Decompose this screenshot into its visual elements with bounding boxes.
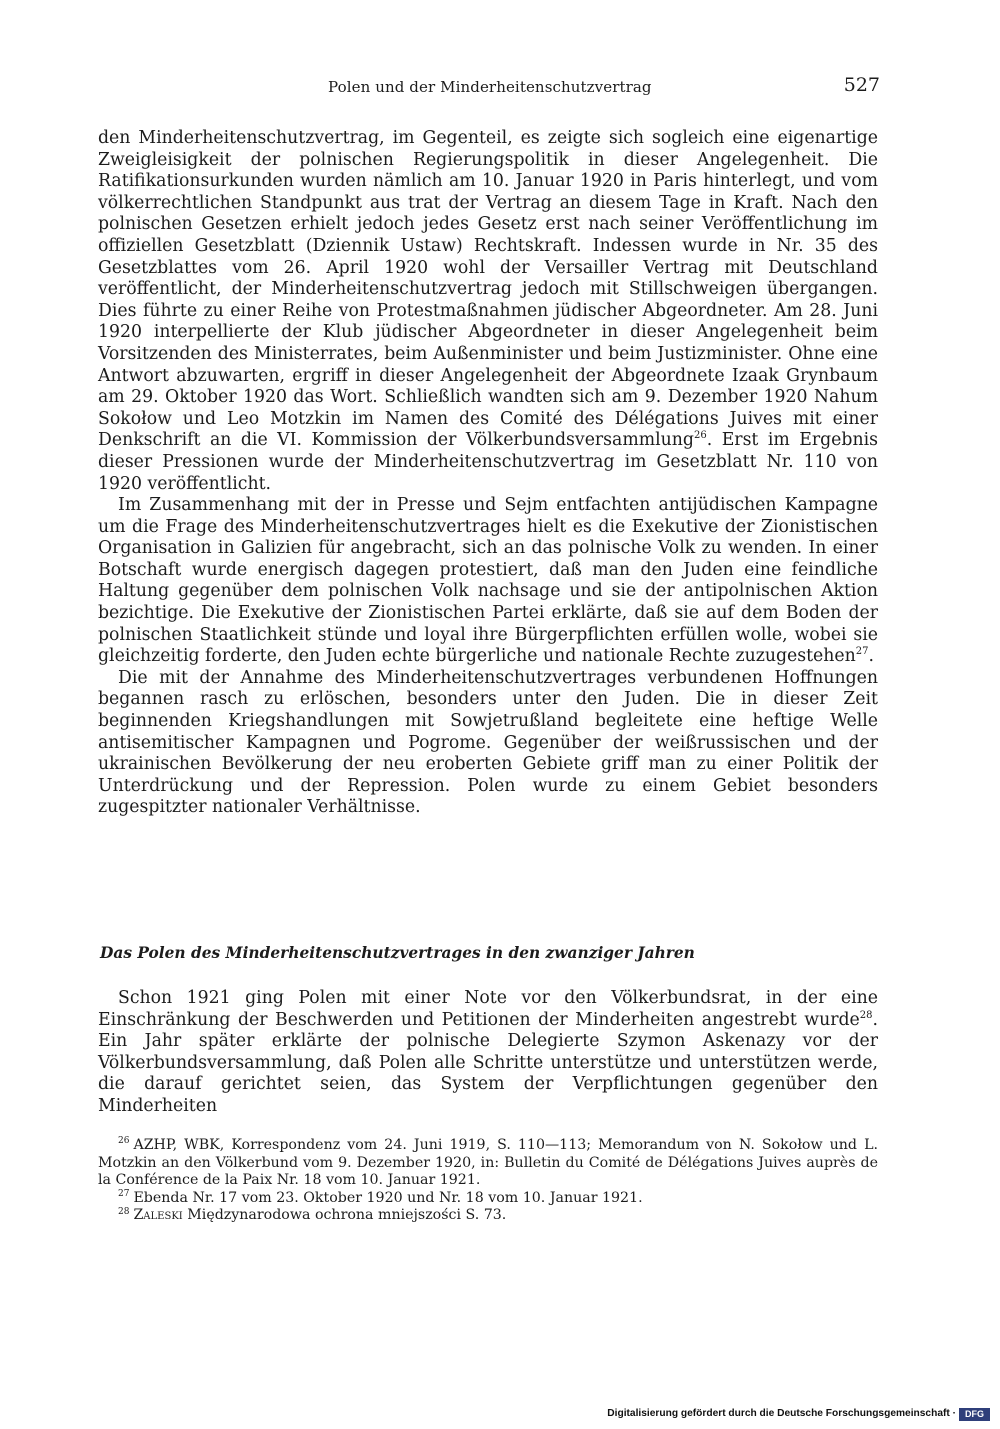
footnote-text: AZHP, WBK, Korrespondenz vom 24. Juni 1919, S. 110—113; Memorandum von N. Sokołow und L. Motzkin an den Völkerbund vom 9. Dezember 1920, in: Bulletin du Comité de Délégations Juives auprès de la Conférence de la Paix Nr. 18 vom 10. Januar 1921. (98, 1137, 878, 1189)
dfg-logo-icon: DFG (959, 1408, 990, 1421)
main-text-continued (98, 988, 878, 1118)
paragraph-2 (98, 495, 878, 668)
footnotes (98, 1137, 878, 1225)
paragraph-1 (98, 128, 878, 495)
paragraph-3: Die mit der Annahme des Minderheitenschutzvertrages verbundenen Hoffnungen begannen rasch zu erlöschen, besonders unter den Juden. Die in dieser Zeit beginnenden Kriegshandlungen mit Sowjetrußland begleitete eine heftige Welle antisemitischer Kampagnen und Pogrome. Gegenüber der weißrussischen und der ukrainischen Bevölkerung der neu eroberten Gebiete griff man zu einer Politik der Unterdrückung und der Repression. Polen wurde zu einem Gebiet besonders zugespitzter nationaler Verhältnisse. (98, 667, 878, 818)
paragraph-1-end: . Erst im Ergebnis dieser Pressionen wurde der Minderheitenschutzvertrag im Gesetzblatt Nr. 110 von 1920 veröffentlicht. (98, 430, 878, 494)
section-heading: Das Polen des Minderheitenschutzvertrages in den zwanziger Jahren (100, 944, 695, 962)
digitization-note: Digitalisierung gefördert durch die Deutsche Forschungsgemeinschaft · (607, 1408, 956, 1419)
footnote-26 (98, 1137, 878, 1190)
page-header (98, 74, 880, 104)
paragraph-4 (98, 988, 878, 1118)
digitization-footer (608, 1408, 992, 1422)
footnote-28 (98, 1207, 878, 1225)
running-head: Polen und der Minderheitenschutzvertrag (328, 78, 652, 96)
footnote-number: 28 (118, 1206, 130, 1217)
footnote-ref-28[interactable]: 28 (859, 1009, 873, 1021)
footnote-ref-26[interactable]: 26 (693, 430, 707, 442)
paragraph-2-end: . (868, 646, 875, 667)
footnote-text: Międzynarodowa ochrona mniejszości S. 73. (182, 1207, 507, 1224)
footnote-27 (98, 1190, 878, 1208)
paragraph-4-end: . Ein Jahr später erklärte der polnische Delegierte Szymon Askenazy vor der Völkerbundsversammlung, daß Polen alle Schritte unterstütze und unterstützen werde, die darauf gerichtet seien, das System der Verpflichtungen gegenüber den Minderheiten (98, 1009, 878, 1116)
footnote-ref-27[interactable]: 27 (855, 646, 869, 658)
paragraph-2-text: Im Zusammenhang mit der in Presse und Sejm entfachten antijüdischen Kampagne um die Frage des Minderheitenschutzvertrages hielt es die Exekutive der Zionistischen Organisation in Galizien für angebracht, sich an das polnische Volk zu wenden. In einer Botschaft wurde energisch dagegen protestiert, daß man den Juden eine feindliche Haltung gegenüber dem polnischen Volk nachsage und sie der antipolnischen Aktion bezichtige. Die Exekutive der Zionistischen Partei erklärte, daß sie auf dem Boden der polnischen Staatlichkeit stünde und loyal ihre Bürgerpflichten erfüllen wolle, wobei sie gleichzeitig forderte, den Juden echte bürgerliche und nationale Rechte zuzugestehen (98, 495, 878, 667)
paragraph-4-text: Schon 1921 ging Polen mit einer Note vor den Völkerbundsrat, in der eine Einschränkung der Beschwerden und Petitionen der Minderheiten angestrebt wurde (98, 988, 878, 1030)
footnote-author: Zaleski (133, 1207, 183, 1224)
footnote-number: 27 (118, 1189, 130, 1200)
footnote-number: 26 (118, 1136, 130, 1147)
page-number: 527 (843, 74, 880, 96)
main-text (98, 128, 878, 819)
footnote-text: Ebenda Nr. 17 vom 23. Oktober 1920 und Nr. 18 vom 10. Januar 1921. (133, 1189, 643, 1206)
paragraph-1-text: den Minderheitenschutzvertrag, im Gegenteil, es zeigte sich sogleich eine eigenartige Zweigleisigkeit der polnischen Regierungspolitik in dieser Angelegenheit. Die Ratifikationsurkunden wurden nämlich am 10. Januar 1920 in Paris hinterlegt, und vom völkerrechtlichen Standpunkt aus trat der Vertrag an diesem Tage in Kraft. Nach den polnischen Gesetzen erhielt jedoch jedes Gesetz erst nach seiner Veröffentlichung im offiziellen Gesetzblatt (Dziennik Ustaw) Rechtskraft. Indessen wurde in Nr. 35 des Gesetzblattes vom 26. April 1920 wohl der Versailler Vertrag mit Deutschland veröffentlicht, der Minderheitenschutzvertrag jedoch mit Stillschweigen übergangen. Dies führte zu einer Reihe von Protestmaßnahmen jüdischer Abgeordneter. Am 28. Juni 1920 interpellierte der Klub jüdischer Abgeordneter in dieser Angelegenheit beim Vorsitzenden des Ministerrates, beim Außenminister und beim Justizminister. Ohne eine Antwort abzuwarten, ergriff in dieser Angelegenheit der Abgeordnete Izaak Grynbaum am 29. Oktober 1920 das Wort. Schließlich wandten sich am 9. Dezember 1920 Nahum Sokołow und Leo Motzkin im Namen des Comité des Délégations Juives mit einer Denkschrift an die VI. Kommission der Völkerbundsversammlung (98, 128, 878, 451)
